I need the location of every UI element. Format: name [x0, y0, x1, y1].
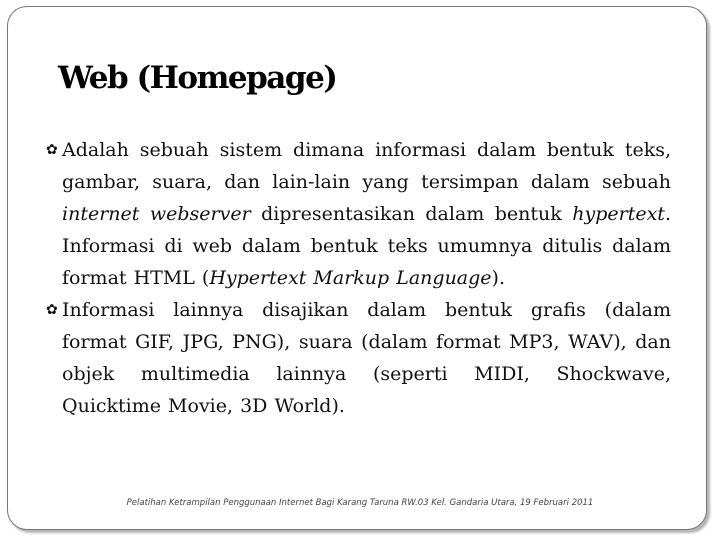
text-segment: dipresentasikan dalam bentuk	[250, 203, 573, 225]
bullet-text	[62, 139, 671, 289]
bullet-list	[46, 134, 671, 422]
flower-bullet-icon: ✿	[46, 302, 58, 318]
flower-bullet-icon: ✿	[46, 142, 58, 158]
bullet-item-2	[46, 294, 671, 422]
slide-title: Web (Homepage)	[58, 60, 337, 96]
slide-footer: Pelatihan Ketrampilan Penggunaan Internet Bagi Karang Taruna RW.03 Kel. Gandaria Utara, 19 Februari 2011	[126, 498, 594, 508]
italic-term: internet webserver	[62, 203, 251, 225]
italic-term: Hypertext Markup Language	[209, 267, 492, 289]
bullet-text: Informasi lainnya disajikan dalam bentuk grafis (dalam format GIF, JPG, PNG), suara (dalam format MP3, WAV), dan objek multimedia lainnya (seperti MIDI, Shockwave, Quicktime Movie, 3D World).	[62, 299, 671, 417]
text-segment: ).	[491, 267, 505, 289]
bullet-item-1	[46, 134, 671, 294]
text-segment: Adalah sebuah sistem dimana informasi dalam bentuk teks, gambar, suara, dan lain-lain yang tersimpan dalam sebuah	[62, 139, 671, 193]
italic-term: hypertext	[572, 203, 665, 225]
text-segment: . Informasi di web dalam bentuk teks umumnya ditulis dalam format HTML (	[62, 203, 671, 289]
